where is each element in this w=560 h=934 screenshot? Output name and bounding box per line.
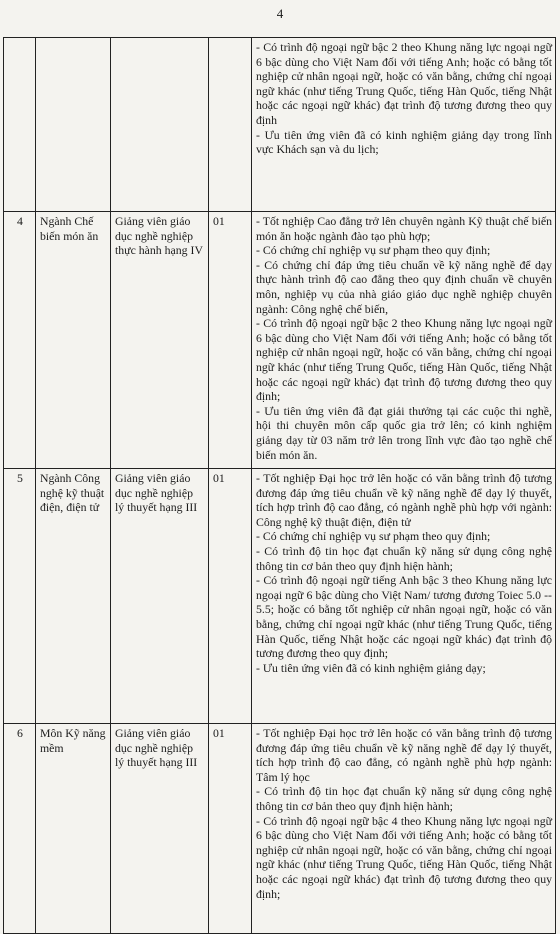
quantity-cell [209,38,252,212]
position-cell [111,38,209,212]
requirement-item: - Ưu tiên ứng viên đã có kinh nghiệm giảng dạy; [256,660,486,675]
page-number: 4 [276,6,284,21]
major-cell: Môn Kỹ năng mềm [36,724,111,934]
quantity-cell: 01 [209,724,252,934]
stt-cell [4,38,36,212]
requirement-item: - Có trình độ tin học đạt chuẩn kỹ năng sử dụng công nghệ thông tin cơ bản theo quy định hiện hành; [256,543,552,573]
requirement-item: - Có chứng chỉ nghiệp vụ sư phạm theo quy định; [256,529,491,544]
requirement-item: - Có trình độ ngoại ngữ tiếng Anh bậc 3 theo Khung năng lực ngoại ngữ 6 bậc dùng cho Việt Nam/ tương đương Toiec 5.0 -- 5.5; hoặc có bằng tốt nghiệp cử nhân ngoại ngữ, hoặc có văn bằng, chứng chỉ ngoại ngữ khác (như tiếng Trung Quốc, tiếng Hàn Quốc, tiếng Nhật hoặc các ngoại ngữ khác) đạt trình độ tương đương theo quy định; [256,573,552,661]
stt-cell: 6 [4,724,36,934]
requirement-item: - Có chứng chỉ nghiệp vụ sư phạm theo quy định; [256,243,491,258]
requirements-cell [252,469,556,724]
position-cell: Giảng viên giáo dục nghề nghiệp thực hành hạng IV [111,212,209,469]
requirement-item: - Ưu tiên ứng viên đã đạt giải thưởng tại các cuộc thi nghề, hội thi chuyên môn cấp quốc gia trở lên; có kinh nghiệm giảng dạy từ 03 năm trở lên trong lĩnh vực đào tạo nghề chế biến món ăn. [256,403,552,462]
requirement-item: - Có trình độ ngoại ngữ bậc 2 theo Khung năng lực ngoại ngữ 6 bậc dùng cho Việt Nam đối với tiếng Anh; hoặc có bằng tốt nghiệp cử nhân ngoại ngữ, hoặc có văn bằng, chứng chỉ ngoại ngữ khác (như tiếng Trung Quốc, tiếng Hàn Quốc, tiếng Nhật hoặc các ngoại ngữ khác) đạt trình độ tương đương theo quy định [256,40,552,127]
quantity-cell: 01 [209,212,252,469]
position-cell: Giảng viên giáo dục nghề nghiệp lý thuyết hạng III [111,469,209,724]
table-row [4,212,556,469]
requirement-item: - Tốt nghiệp Cao đẳng trở lên chuyên ngành Kỹ thuật chế biến món ăn hoặc ngành đào tạo phù hợp; [256,214,552,243]
major-cell: Ngành Công nghệ kỹ thuật điện, điện tử [36,469,111,724]
requirement-item: - Có trình độ ngoại ngữ bậc 2 theo Khung năng lực ngoại ngữ 6 bậc dùng cho Việt Nam đối với tiếng Anh; hoặc có bằng tốt nghiệp cử nhân ngoại ngữ, hoặc có văn bằng, chứng chỉ ngoại ngữ khác (như tiếng Trung Quốc, tiếng Hàn Quốc, tiếng Nhật hoặc các ngoại ngữ khác) đạt trình độ tương đương theo quy định; [256,316,552,404]
quantity-cell: 01 [209,469,252,724]
requirement-item: - Tốt nghiệp Đại học trở lên hoặc có văn bằng trình độ tương đương đáp ứng tiêu chuẩn về kỹ năng nghề để dạy lý thuyết, tích hợp trình độ cao đẳng, có ngành nghề phù hợp ngành: Tâm lý học [256,726,552,784]
major-cell: Ngành Chế biến món ăn [36,212,111,469]
position-cell: Giảng viên giáo dục nghề nghiệp lý thuyết hạng III [111,724,209,934]
requirement-item: - Có trình độ ngoại ngữ bậc 4 theo Khung năng lực ngoại ngữ 6 bậc dùng cho Việt Nam đối với tiếng Anh; hoặc có bằng tốt nghiệp cử nhân ngoại ngữ, hoặc có văn bằng, chứng chỉ ngoại ngữ khác (như tiếng Trung Quốc, tiếng Hàn Quốc, tiếng Nhật hoặc các ngoại ngữ khác) đạt trình độ tương đương theo quy định; [256,813,552,901]
requirements-cell [252,724,556,934]
stt-cell: 4 [4,212,36,469]
requirement-item: - Có trình độ tin học đạt chuẩn kỹ năng sử dụng công nghệ thông tin cơ bản theo quy định hiện hành; [256,784,552,813]
requirement-item: - Tốt nghiệp Đại học trở lên hoặc có văn bằng trình độ tương đương đáp ứng tiêu chuẩn về kỹ năng nghề để dạy lý thuyết, tích hợp trình độ cao đẳng, có ngành nghề phù hợp với ngành: Công nghệ kỹ thuật điện, điện tử [256,471,552,529]
stt-cell: 5 [4,469,36,724]
requirements-cell [252,212,556,469]
requirements-cell [252,38,556,212]
table-row [4,469,556,724]
table-row [4,724,556,934]
table-row [4,38,556,212]
recruitment-table [3,37,556,934]
requirement-item: - Ưu tiên ứng viên đã có kinh nghiệm giảng dạy trong lĩnh vực Khách sạn và du lịch; [256,127,552,157]
major-cell [36,38,111,212]
requirement-item: - Có chứng chỉ đáp ứng tiêu chuẩn về kỹ năng nghề để dạy thực hành trình độ cao đẳng theo quy định chuẩn về chuyên môn, nghiệp vụ của nhà giáo giáo dục nghề nghiệp chuyên ngành: Công nghệ chế biến, [256,257,552,316]
